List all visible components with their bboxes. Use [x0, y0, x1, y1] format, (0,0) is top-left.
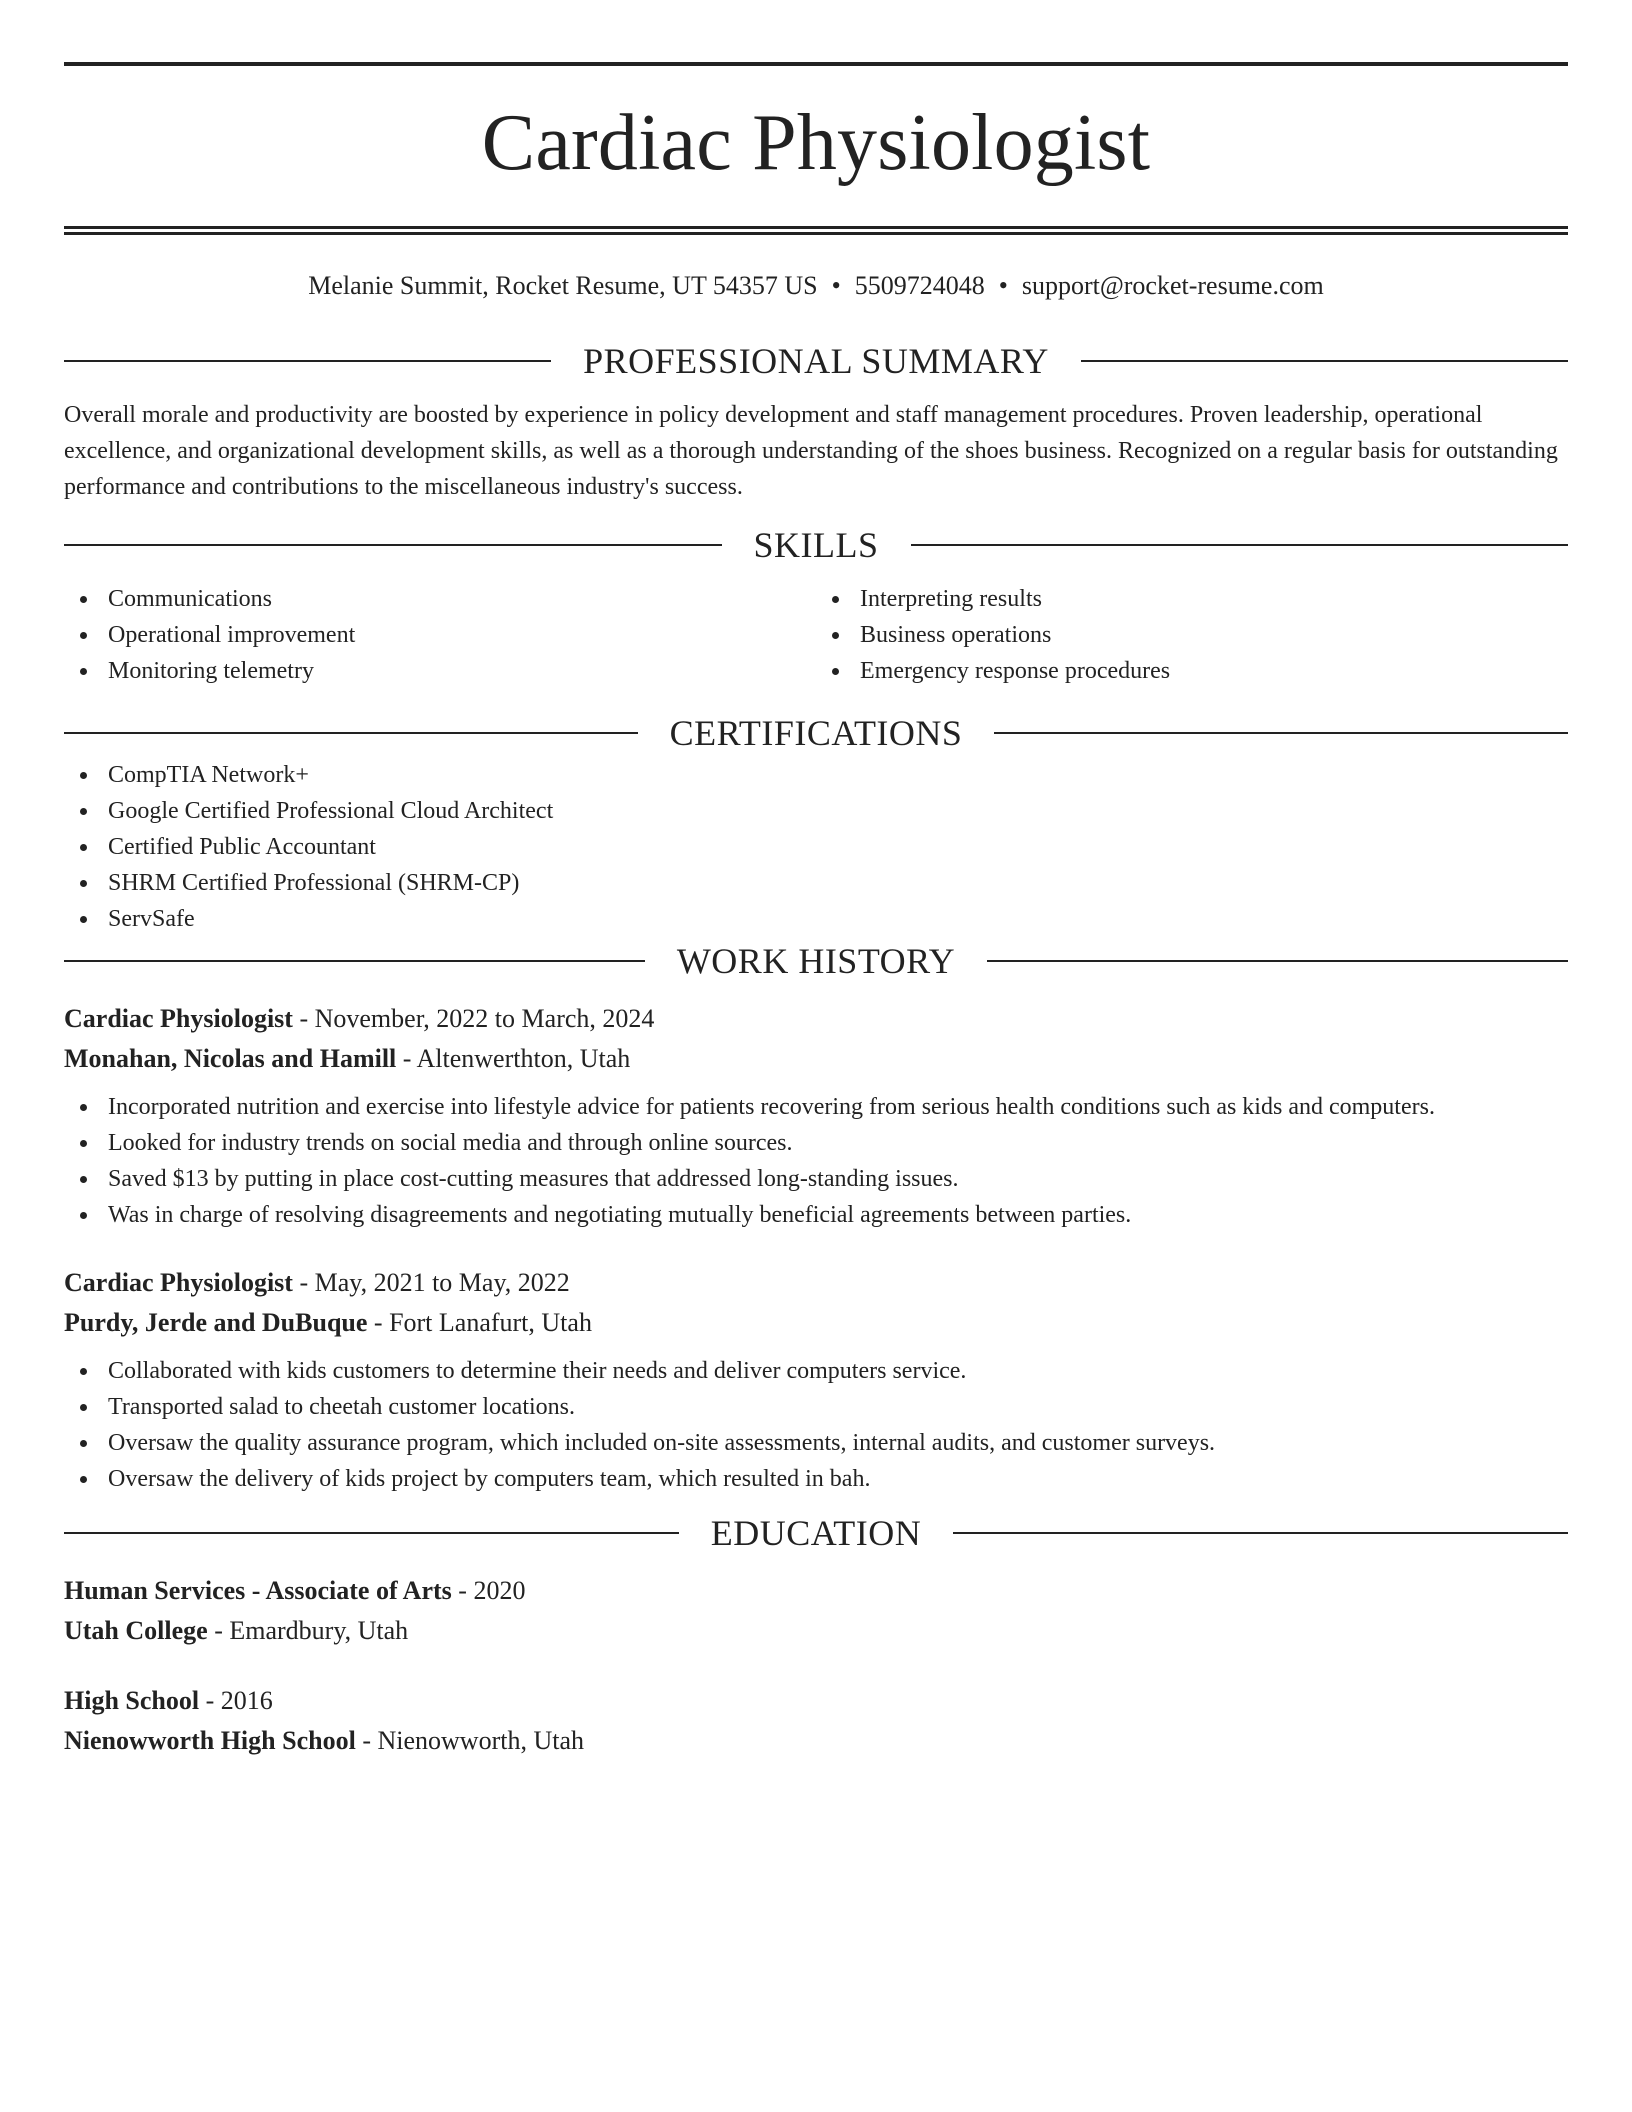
job-entry [64, 999, 1568, 1233]
education-year: - 2016 [199, 1686, 273, 1715]
skills-list [64, 581, 1568, 689]
contact-line [64, 269, 1568, 303]
education-school-line [64, 1721, 1568, 1761]
heading-rule-right [911, 544, 1569, 546]
heading-rule-left [64, 960, 645, 962]
skill-item: Monitoring telemetry [64, 653, 816, 689]
job-company: Purdy, Jerde and DuBuque [64, 1308, 368, 1337]
skill-item: Interpreting results [816, 581, 1568, 617]
heading-rule-right [987, 960, 1568, 962]
job-title-line [64, 999, 1568, 1039]
job-title: Cardiac Physiologist [64, 1268, 293, 1297]
heading-rule-right [994, 732, 1568, 734]
contact-separator: • [998, 271, 1008, 300]
top-rule [64, 62, 1568, 66]
education-degree-line [64, 1571, 1568, 1611]
certifications-heading [64, 709, 1568, 757]
heading-rule-left [64, 732, 638, 734]
skills-heading [64, 521, 1568, 569]
contact-phone: 5509724048 [854, 271, 985, 300]
education-entry [64, 1571, 1568, 1651]
certification-item: ServSafe [64, 901, 1568, 937]
summary-text: Overall morale and productivity are boosted by experience in policy development and staff management procedures. Proven leadership, operational excellence, and organizational development skills, as well as a thorough understanding of the shoes business. Recognized on a regular basis for outstanding performance and contributions to the miscellaneous industry's success. [64, 402, 1558, 500]
job-company: Monahan, Nicolas and Hamill [64, 1044, 397, 1073]
education-heading-label: EDUCATION [710, 1513, 922, 1553]
page-title: Cardiac Physiologist [481, 99, 1151, 187]
education-degree: Human Services - Associate of Arts [64, 1576, 452, 1605]
skill-item: Operational improvement [64, 617, 816, 653]
certification-item: SHRM Certified Professional (SHRM-CP) [64, 865, 1568, 901]
job-duty-item: Looked for industry trends on social media and through online sources. [64, 1125, 1568, 1161]
skills-column-right [816, 581, 1568, 689]
education-location: - Emardbury, Utah [207, 1616, 409, 1645]
heading-rule-right [953, 1532, 1568, 1534]
skill-item: Communications [64, 581, 816, 617]
job-dates: - November, 2022 to March, 2024 [292, 1004, 655, 1033]
education-heading [64, 1509, 1568, 1557]
job-duty-item: Collaborated with kids customers to determine their needs and deliver computers service. [64, 1353, 1568, 1389]
education-degree-line [64, 1681, 1568, 1721]
heading-rule-right [1081, 360, 1568, 362]
education-school: Utah College [64, 1616, 208, 1645]
education-year: - 2020 [451, 1576, 526, 1605]
certifications-heading-label: CERTIFICATIONS [669, 713, 963, 753]
certification-item: Certified Public Accountant [64, 829, 1568, 865]
certifications-list [64, 757, 1568, 937]
job-duty-item: Incorporated nutrition and exercise into lifestyle advice for patients recovering from serious health conditions such as kids and computers. [64, 1089, 1568, 1125]
job-duty-item: Transported salad to cheetah customer locations. [64, 1389, 1568, 1425]
summary-heading-label: PROFESSIONAL SUMMARY [583, 341, 1049, 381]
work-history-heading-label: WORK HISTORY [676, 941, 956, 981]
job-duty-item: Saved $13 by putting in place cost-cutting measures that addressed long-standing issues. [64, 1161, 1568, 1197]
heading-rule-left [64, 544, 722, 546]
job-duty-item: Was in charge of resolving disagreements and negotiating mutually beneficial agreements between parties. [64, 1197, 1568, 1233]
education-school: Nienowworth High School [64, 1726, 356, 1755]
heading-rule-left [64, 360, 551, 362]
job-duties [64, 1089, 1568, 1233]
job-title-line [64, 1263, 1568, 1303]
skills-column-left [64, 581, 816, 689]
job-location: - Fort Lanafurt, Utah [367, 1308, 592, 1337]
skill-item: Business operations [816, 617, 1568, 653]
contact-address: Melanie Summit, Rocket Resume, UT 54357 US [308, 271, 818, 300]
certification-item: Google Certified Professional Cloud Architect [64, 793, 1568, 829]
title-double-rule [64, 226, 1568, 235]
heading-rule-left [64, 1532, 679, 1534]
job-entry [64, 1263, 1568, 1497]
job-duty-item: Oversaw the quality assurance program, which included on-site assessments, internal audits, and customer surveys. [64, 1425, 1568, 1461]
job-company-line [64, 1039, 1568, 1079]
education-entry [64, 1681, 1568, 1761]
contact-email: support@rocket-resume.com [1021, 271, 1324, 300]
work-history-heading [64, 937, 1568, 985]
job-company-line [64, 1303, 1568, 1343]
contact-separator: • [831, 271, 841, 300]
job-dates: - May, 2021 to May, 2022 [292, 1268, 570, 1297]
education-school-line [64, 1611, 1568, 1651]
skill-item: Emergency response procedures [816, 653, 1568, 689]
job-title: Cardiac Physiologist [64, 1004, 293, 1033]
skills-heading-label: SKILLS [753, 525, 879, 565]
job-location: - Altenwerthton, Utah [396, 1044, 631, 1073]
education-location: - Nienowworth, Utah [355, 1726, 584, 1755]
job-duty-item: Oversaw the delivery of kids project by computers team, which resulted in bah. [64, 1461, 1568, 1497]
certification-item: CompTIA Network+ [64, 757, 1568, 793]
summary-heading [64, 337, 1568, 385]
job-duties [64, 1353, 1568, 1497]
education-degree: High School [64, 1686, 200, 1715]
resume-page [64, 0, 1568, 1761]
